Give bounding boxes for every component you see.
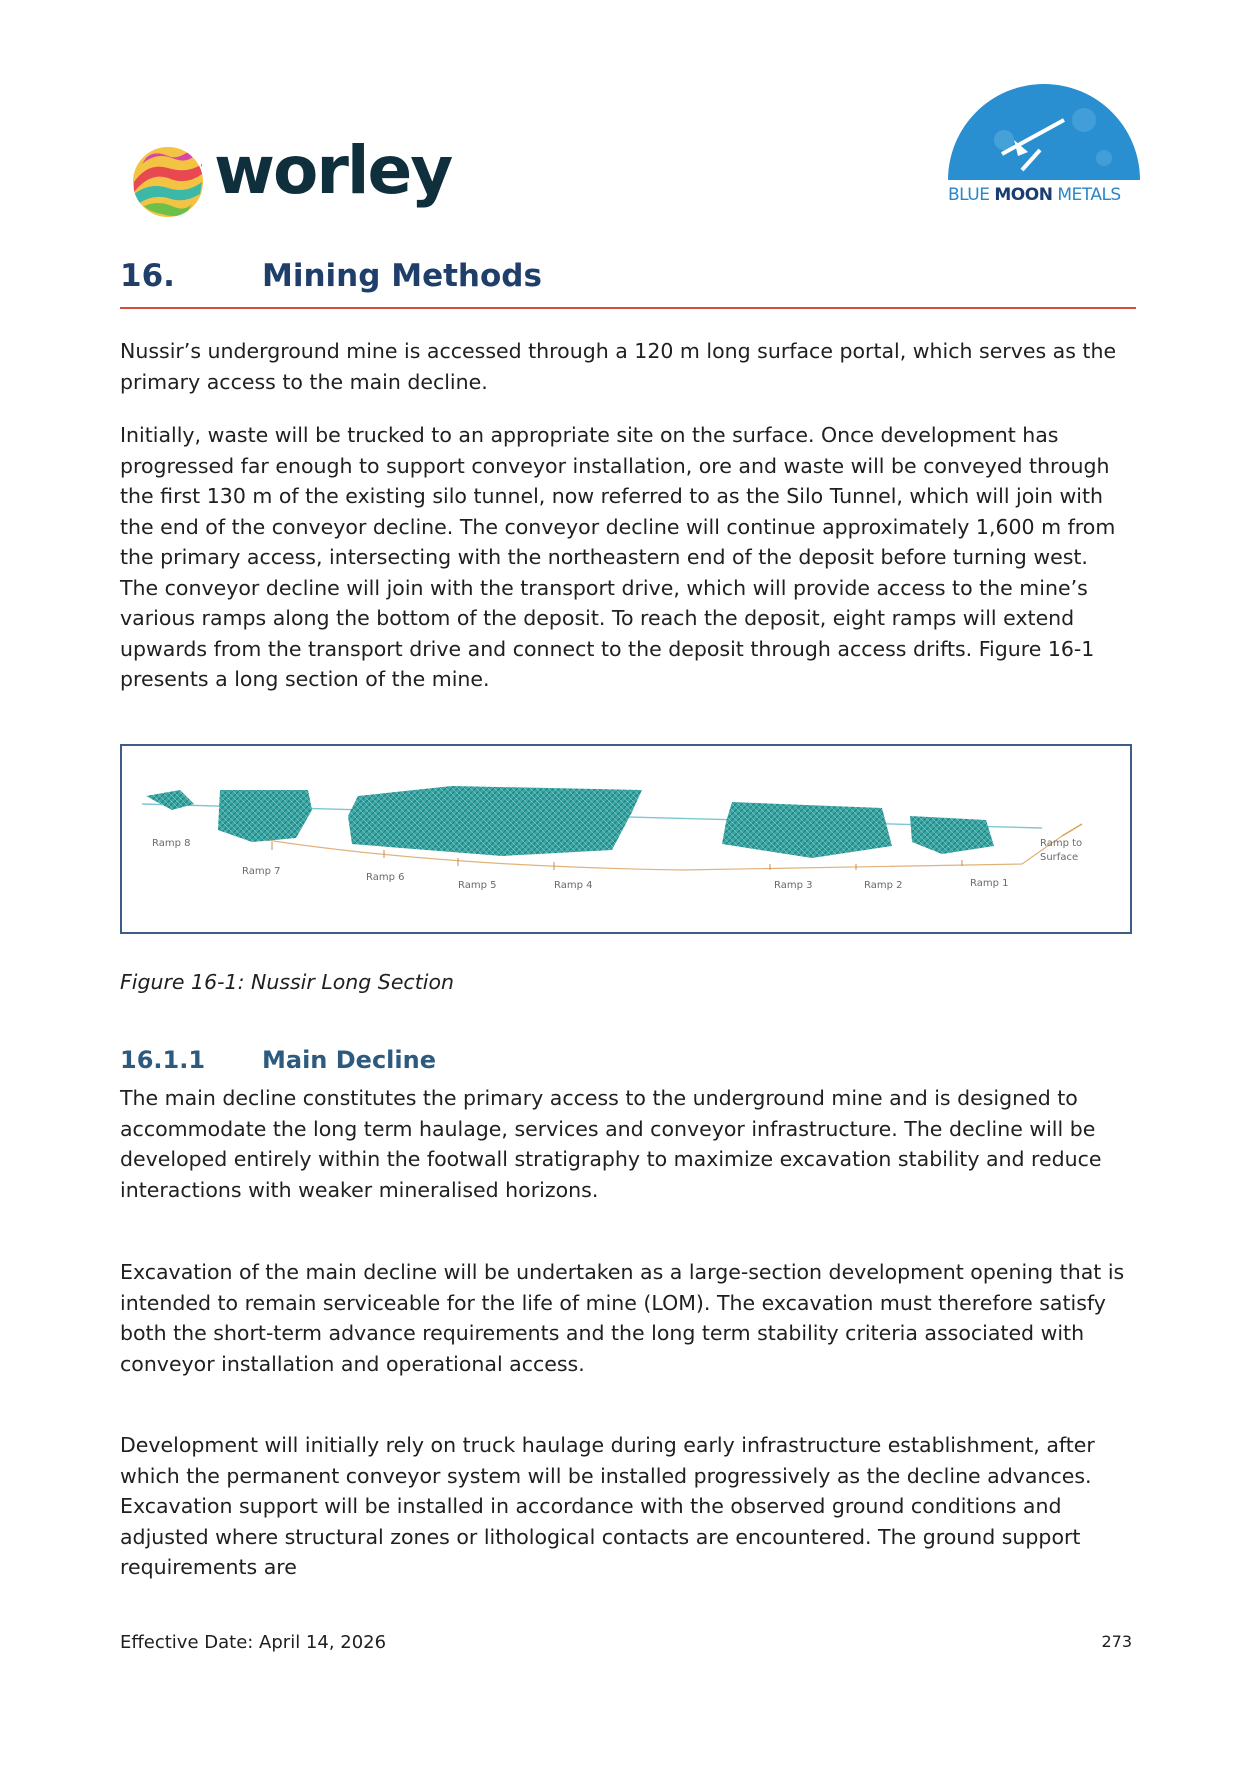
bluemoon-text-metals: METALS [1052, 185, 1121, 205]
bluemoon-text-moon: MOON [994, 185, 1053, 205]
paragraph-main-decline-1: The main decline constitutes the primary access to the underground mine and is designed to accommodate the long term haulage, services and conveyor infrastructure. The decline will be developed entirely within the footwall stratigraphy to maximize excavation stability and reduce interactions with weaker mineralised horizons. [120, 1086, 1102, 1202]
long-section-figure [120, 744, 1132, 934]
label-ramp2: Ramp 2 [864, 880, 903, 891]
subsection-title: Main Decline [262, 1046, 436, 1074]
label-ramp4: Ramp 4 [554, 880, 593, 891]
label-ramp6: Ramp 6 [366, 872, 405, 883]
label-ramp-to-surface-2: Surface [1040, 852, 1079, 863]
section-title: Mining Methods [262, 258, 542, 294]
moon-icon [944, 80, 1144, 185]
section-number: 16. [120, 258, 175, 294]
label-ramp8: Ramp 8 [152, 838, 191, 849]
paragraph-intro: Nussir’s underground mine is accessed through a 120 m long surface portal, which serves as the primary access to the main decline. [120, 339, 1117, 394]
worley-logo [128, 132, 468, 228]
paragraph-conveyor: Initially, waste will be trucked to an appropriate site on the surface. Once development has progressed far enough to support conveyor installation, ore and waste will be conveyed through the first 130 m of the existing silo tunnel, now referred to as the Silo Tunnel, which will join with the end of the conveyor decline. The conveyor decline will continue approximately 1,600 m from the primary access, intersecting with the northeastern end of the deposit before turning west. The conveyor decline will join with the transport drive, which will provide access to the mine’s various ramps along the bottom of the deposit. To reach the deposit, eight ramps will extend upwards from the transport drive and connect to the deposit through access drifts. Figure 16-1 presents a long section of the mine. [120, 423, 1116, 691]
effective-date: Effective Date: April 14, 2026 [120, 1632, 387, 1653]
stope-central [348, 786, 642, 856]
worley-swirl-icon [128, 142, 208, 222]
paragraph-main-decline-3: Development will initially rely on truck haulage during early infrastructure establishment, after which the permanent conveyor system will be installed progressively as the decline advances. Excavation support will be installed in accordance with the observed ground conditions and adjusted where structural zones or lithological contacts are encountered. The ground support requirements are [120, 1433, 1095, 1579]
figure-caption: Figure 16-1: Nussir Long Section [120, 970, 454, 994]
stope-west [218, 790, 312, 842]
long-section-diagram [122, 746, 1130, 932]
label-ramp3: Ramp 3 [774, 880, 813, 891]
stope-ramp8 [146, 790, 194, 810]
blue-moon-metals-logo [944, 80, 1144, 210]
worley-wordmark: worley [214, 132, 452, 209]
stope-east-b [910, 816, 994, 854]
subsection-number: 16.1.1 [120, 1046, 206, 1074]
page-number: 273 [1101, 1632, 1132, 1651]
label-ramp5: Ramp 5 [458, 880, 497, 891]
stope-east-a [722, 802, 892, 858]
label-ramp1: Ramp 1 [970, 878, 1009, 889]
bluemoon-text-blue: BLUE [948, 185, 995, 205]
heading-rule [120, 307, 1136, 309]
label-ramp-to-surface-1: Ramp to [1040, 838, 1083, 849]
paragraph-main-decline-2: Excavation of the main decline will be undertaken as a large-section development opening that is intended to remain serviceable for the life of mine (LOM). The excavation must therefore satisfy both the short-term advance requirements and the long term stability criteria associated with conveyor installation and operational access. [120, 1260, 1125, 1376]
label-ramp7: Ramp 7 [242, 866, 281, 877]
